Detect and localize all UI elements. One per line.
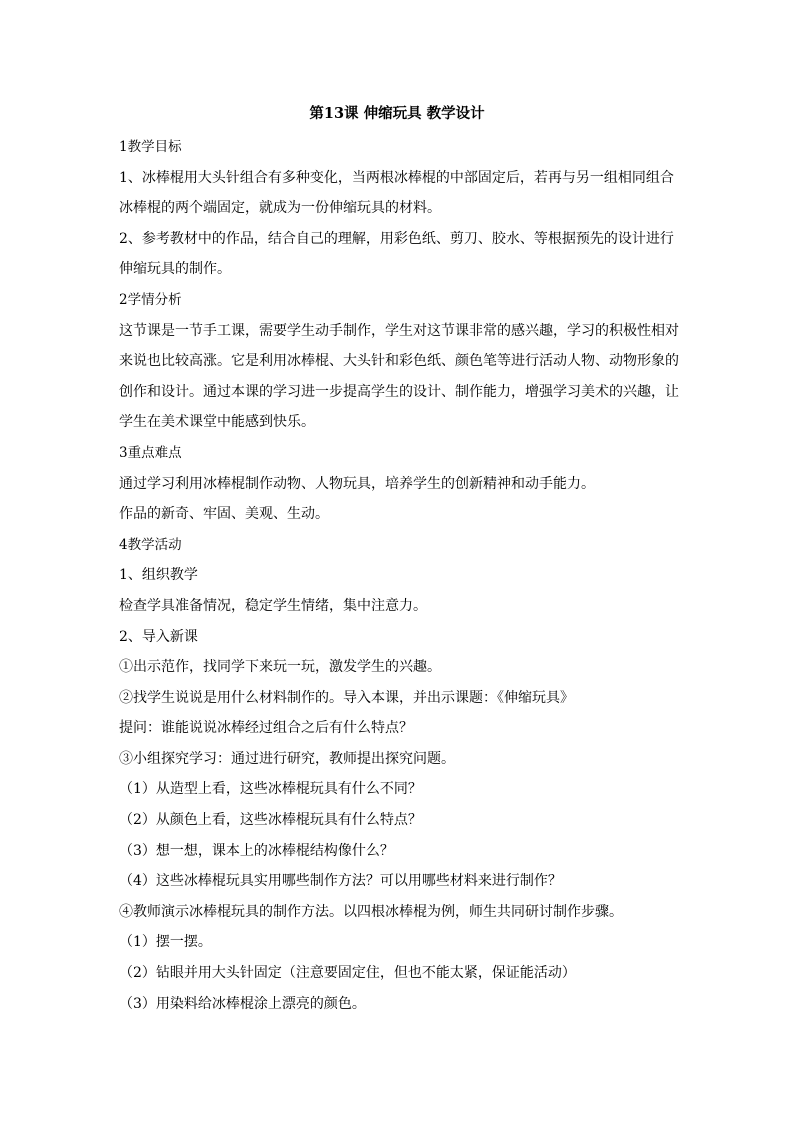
- list-item: （1）摆一摆。: [119, 934, 212, 951]
- list-item: （1）从造型上看，这些冰棒棍玩具有什么不同？: [119, 781, 422, 798]
- document-body: [119, 132, 679, 1019]
- paragraph-line: 通过学习利用冰棒棍制作动物、人物玩具，培养学生的创新精神和动手能力。: [119, 475, 595, 492]
- section-heading-key-points: 3重点难点: [119, 444, 182, 461]
- paragraph-line: 检查学具准备情况，稳定学生情绪，集中注意力。: [119, 597, 427, 614]
- paragraph-line: 作品的新奇、牢固、美观、生动。: [119, 506, 329, 523]
- list-item: （2）从颜色上看，这些冰棒棍玩具有什么特点？: [119, 812, 422, 829]
- paragraph-line: 1、冰棒棍用大头针组合有多种变化，当两根冰棒棍的中部固定后，若再与另一组相同组合: [119, 169, 674, 186]
- list-item: （3）想一想，课本上的冰棒棍结构像什么？: [119, 842, 394, 859]
- paragraph-line: 冰棒棍的两个端固定，就成为一份伸缩玩具的材料。: [119, 200, 441, 217]
- paragraph-line: 来说也比较高涨。它是利用冰棒棍、大头针和彩色纸、颜色笔等进行活动人物、动物形象的: [119, 353, 679, 370]
- paragraph-line: 这节课是一节手工课，需要学生动手制作，学生对这节课非常的感兴趣，学习的积极性相对: [119, 322, 679, 339]
- list-item: ④教师演示冰棒棍玩具的制作方法。以四根冰棒棍为例，师生共同研讨制作步骤。: [119, 903, 623, 920]
- paragraph-line: 2、参考教材中的作品，结合自己的理解，用彩色纸、剪刀、胶水、等根据预先的设计进行: [119, 230, 674, 247]
- section-heading-activities: 4教学活动: [119, 536, 182, 553]
- list-item: ③小组探究学习：通过进行研究，教师提出探究问题。: [119, 750, 455, 767]
- paragraph-line: 学生在美术课堂中能感到快乐。: [119, 414, 315, 431]
- paragraph-line: 提问：谁能说说冰棒经过组合之后有什么特点？: [119, 720, 413, 737]
- paragraph-line: 伸缩玩具的制作。: [119, 261, 231, 278]
- subheading-line: 1、组织教学: [119, 567, 198, 584]
- list-item: （4）这些冰棒棍玩具实用哪些制作方法？可以用哪些材料来进行制作？: [119, 873, 562, 890]
- subheading-line: 2、导入新课: [119, 628, 198, 645]
- list-item: （2）钻眼并用大头针固定（注意要固定住，但也不能太紧，保证能活动）: [119, 965, 576, 982]
- list-item: （3）用染料给冰棒棍涂上漂亮的颜色。: [119, 995, 366, 1012]
- list-item: ①出示范作，找同学下来玩一玩，激发学生的兴趣。: [119, 659, 441, 676]
- section-heading-analysis: 2学情分析: [119, 291, 182, 308]
- document-title: 第13课 伸缩玩具 教学设计: [309, 105, 485, 122]
- section-heading-objectives: 1教学目标: [119, 139, 182, 155]
- paragraph-line: 创作和设计。通过本课的学习进一步提高学生的设计、制作能力，增强学习美术的兴趣，让: [119, 383, 679, 400]
- list-item: ②找学生说说是用什么材料制作的。导入本课，并出示课题：《伸缩玩具》: [119, 689, 574, 706]
